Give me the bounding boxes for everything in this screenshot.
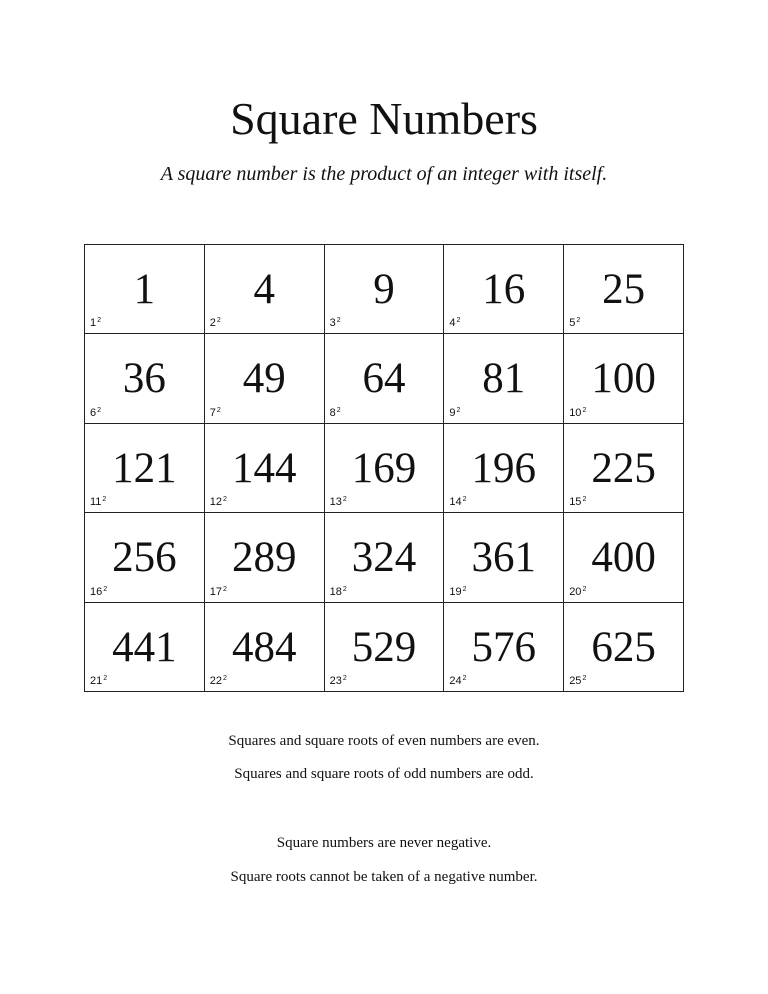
square-exponent: 2 [216, 406, 221, 414]
square-base: 1 [90, 317, 97, 330]
square-base: 10 [569, 406, 582, 419]
square-base-label [449, 586, 466, 599]
square-cell [444, 513, 564, 602]
square-base: 5 [569, 317, 576, 330]
square-cell [205, 334, 325, 423]
square-cell [564, 424, 684, 513]
square-cell [564, 513, 684, 602]
square-value: 1 [133, 266, 156, 313]
square-value: 484 [231, 623, 297, 671]
square-base: 25 [569, 675, 582, 687]
square-base: 23 [329, 675, 342, 687]
square-cell [205, 424, 325, 513]
square-base-label [330, 675, 347, 688]
square-value: 225 [591, 444, 656, 492]
square-exponent: 2 [102, 496, 107, 504]
square-base: 18 [329, 585, 342, 598]
square-cell [85, 245, 205, 334]
square-base: 6 [90, 406, 97, 419]
square-base-label [330, 407, 341, 420]
square-cell [85, 334, 205, 423]
square-cell [564, 603, 684, 692]
square-base-label [569, 407, 586, 420]
square-value: 64 [362, 355, 406, 403]
square-value: 361 [471, 534, 537, 582]
square-base: 9 [449, 406, 456, 419]
square-value: 169 [351, 444, 417, 492]
square-base: 21 [90, 675, 103, 687]
square-value: 9 [373, 266, 395, 313]
square-base-label [569, 496, 586, 509]
square-exponent: 2 [342, 675, 347, 682]
square-value: 196 [471, 444, 537, 492]
square-exponent: 2 [462, 585, 467, 593]
square-base: 16 [90, 585, 103, 598]
square-value: 144 [231, 444, 297, 492]
square-exponent: 2 [582, 496, 587, 504]
square-value: 324 [351, 534, 417, 582]
note-no-negative-roots: Square roots cannot be taken of a negative number. [230, 869, 538, 885]
square-base-label [210, 675, 227, 688]
square-value: 625 [591, 623, 656, 671]
square-value: 121 [112, 444, 177, 492]
square-base-label [569, 675, 586, 688]
square-base-label [449, 407, 460, 420]
square-base: 8 [329, 406, 336, 419]
square-value: 16 [482, 266, 526, 313]
square-base: 3 [329, 317, 336, 330]
square-base-label [90, 586, 107, 599]
square-base: 20 [569, 585, 582, 598]
note-odd: Squares and square roots of odd numbers are odd. [234, 766, 534, 782]
square-cell [564, 334, 684, 423]
page-subtitle: A square number is the product of an integer with itself. [160, 163, 608, 185]
square-base-label [210, 586, 227, 599]
square-exponent: 2 [223, 585, 227, 593]
square-value: 256 [112, 534, 177, 582]
square-exponent: 2 [97, 406, 102, 414]
square-base: 17 [209, 585, 223, 598]
square-exponent: 2 [216, 317, 221, 325]
square-base-label [90, 317, 101, 330]
square-base-label [90, 675, 107, 688]
square-exponent: 2 [462, 496, 467, 504]
square-value: 576 [471, 623, 537, 671]
note-never-negative: Square numbers are never negative. [276, 835, 492, 851]
square-exponent: 2 [456, 406, 461, 414]
square-exponent: 2 [223, 675, 227, 682]
square-base: 13 [329, 496, 342, 509]
square-cell [85, 513, 205, 602]
square-base-label [330, 317, 341, 330]
square-cell [444, 334, 564, 423]
square-value: 529 [351, 623, 417, 671]
square-base-label [210, 407, 221, 420]
square-value: 289 [231, 534, 297, 582]
square-value: 100 [591, 355, 656, 403]
square-cell [205, 513, 325, 602]
square-exponent: 2 [97, 317, 102, 325]
square-exponent: 2 [223, 496, 227, 504]
square-base-label [210, 317, 221, 330]
square-base: 4 [449, 317, 456, 330]
square-exponent: 2 [342, 496, 347, 504]
square-base: 15 [569, 496, 582, 509]
square-value: 36 [122, 355, 166, 403]
square-base: 14 [449, 496, 462, 509]
square-base: 12 [209, 496, 223, 509]
square-cell [325, 245, 445, 334]
square-cell [325, 513, 445, 602]
square-exponent: 2 [103, 675, 108, 682]
page-title: Square Numbers [230, 93, 538, 144]
square-exponent: 2 [576, 317, 581, 325]
square-cell [444, 245, 564, 334]
square-base-label [330, 496, 347, 509]
square-cell [325, 424, 445, 513]
square-exponent: 2 [336, 406, 341, 414]
square-cell [325, 603, 445, 692]
square-exponent: 2 [582, 406, 587, 414]
square-base-label [90, 407, 101, 420]
square-base-label [449, 496, 466, 509]
square-value: 4 [253, 266, 275, 313]
square-base: 19 [449, 585, 462, 598]
square-exponent: 2 [582, 585, 587, 593]
square-base: 11 [90, 496, 102, 509]
note-even: Squares and square roots of even numbers are even. [228, 733, 540, 749]
square-exponent: 2 [342, 585, 347, 593]
square-base-label [210, 496, 227, 509]
square-cell [564, 245, 684, 334]
square-base: 24 [449, 675, 462, 687]
square-exponent: 2 [103, 585, 108, 593]
square-cell [444, 603, 564, 692]
square-value: 441 [112, 623, 177, 671]
square-cell [444, 424, 564, 513]
square-base-label [569, 586, 586, 599]
square-value: 400 [591, 534, 656, 582]
square-cell [205, 245, 325, 334]
square-cell [85, 424, 205, 513]
square-base: 22 [209, 675, 223, 687]
square-exponent: 2 [582, 675, 587, 682]
square-value: 25 [602, 266, 646, 313]
square-exponent: 2 [336, 317, 341, 325]
square-cell [85, 603, 205, 692]
square-numbers-grid [84, 244, 684, 692]
square-cell [325, 334, 445, 423]
square-base: 2 [209, 317, 216, 330]
square-base-label [449, 317, 460, 330]
square-exponent: 2 [462, 675, 467, 682]
square-base-label [90, 496, 106, 509]
square-value: 49 [242, 355, 286, 403]
square-cell [205, 603, 325, 692]
square-base-label [330, 586, 347, 599]
square-base: 7 [209, 406, 216, 419]
square-base-label [449, 675, 466, 688]
square-exponent: 2 [456, 317, 461, 325]
square-base-label [569, 317, 580, 330]
square-value: 81 [482, 355, 526, 403]
